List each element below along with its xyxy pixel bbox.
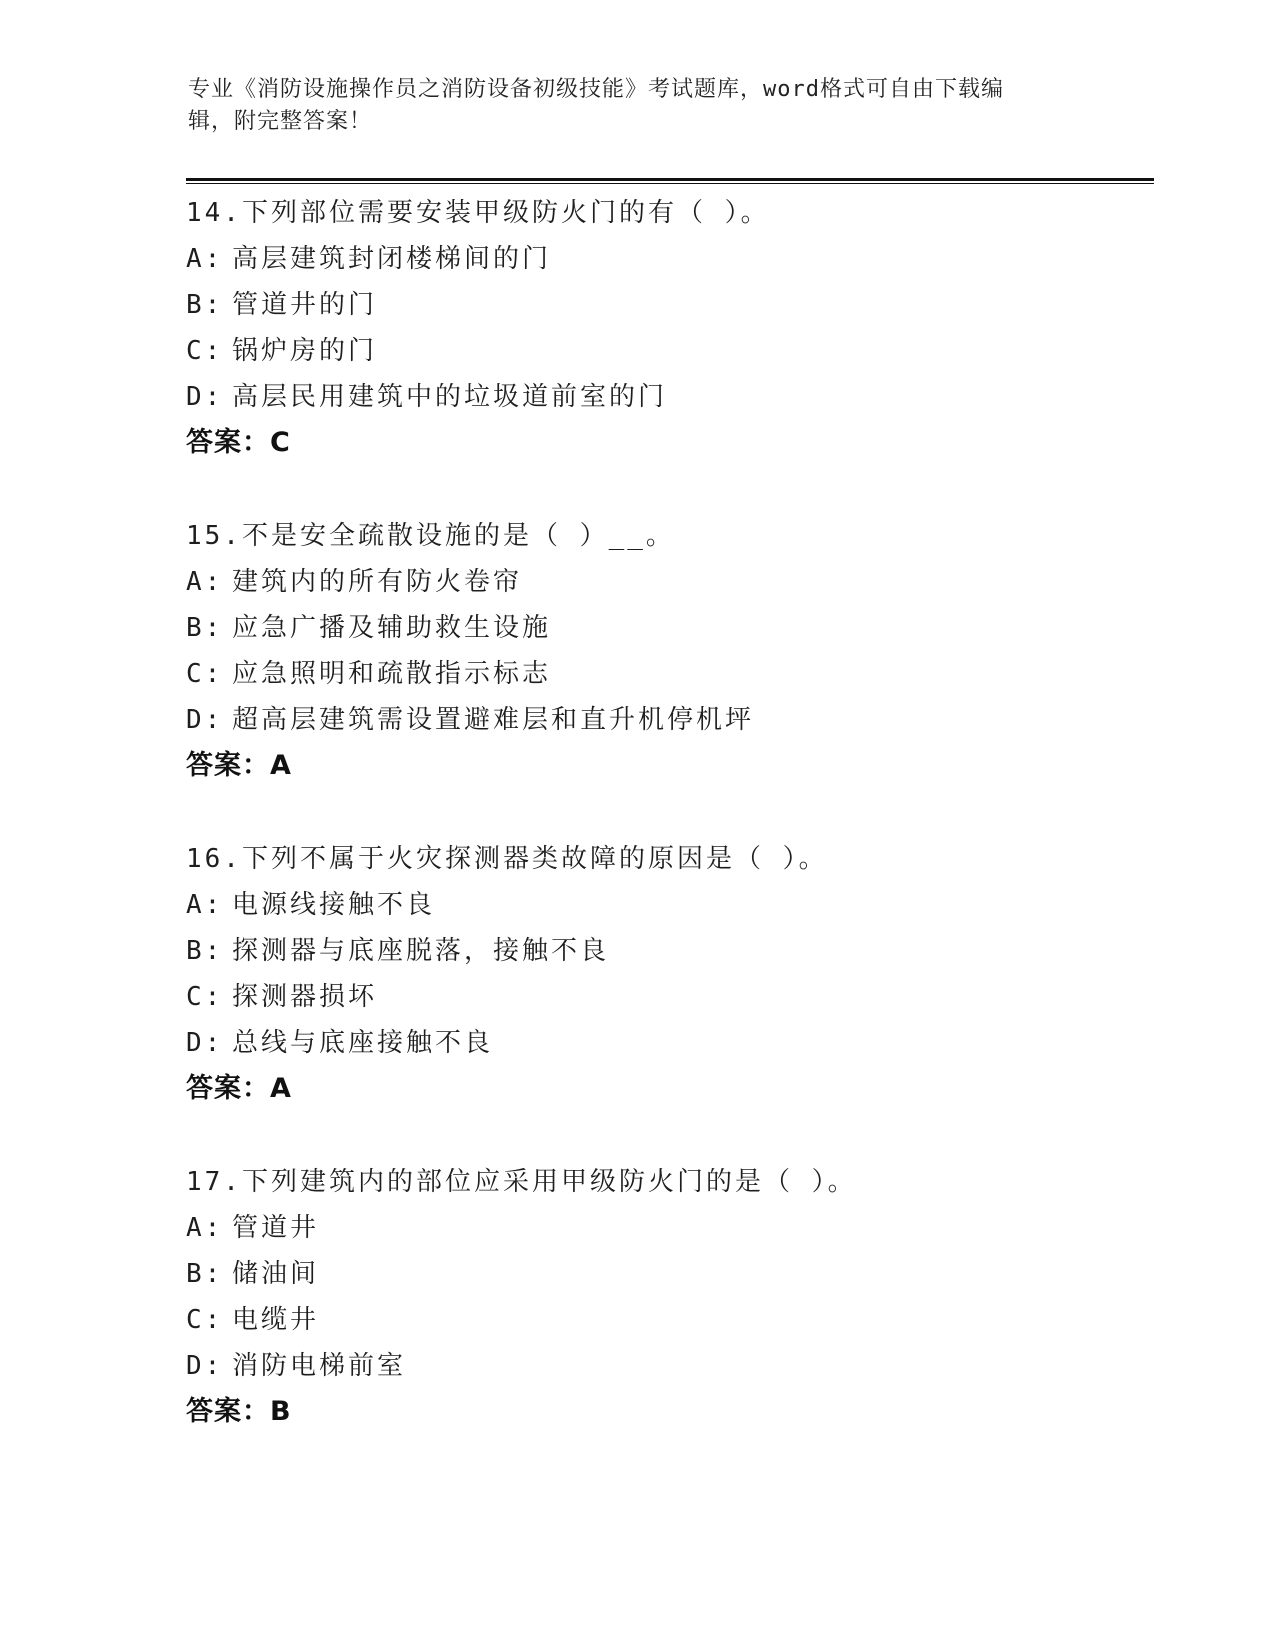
- option-prefix: C:: [186, 336, 224, 366]
- option-prefix: A:: [186, 890, 224, 920]
- option-text: 管道井: [232, 1213, 320, 1243]
- option-c: [186, 974, 1146, 1020]
- header-divider-thick: [186, 178, 1154, 181]
- question-list: [186, 190, 1146, 1482]
- option-prefix: B:: [186, 290, 224, 320]
- option-prefix: B:: [186, 1259, 224, 1289]
- option-a: [186, 559, 1146, 605]
- option-prefix: C:: [186, 659, 224, 689]
- option-prefix: D:: [186, 705, 224, 735]
- option-b: [186, 1251, 1146, 1297]
- option-c: [186, 1297, 1146, 1343]
- question-15: [186, 513, 1146, 789]
- answer-line: 答案：A: [186, 1073, 292, 1104]
- answer-line: 答案：B: [186, 1396, 292, 1427]
- option-prefix: D:: [186, 382, 224, 412]
- option-text: 总线与底座接触不良: [232, 1028, 494, 1058]
- question-17: [186, 1159, 1146, 1435]
- option-prefix: C:: [186, 982, 224, 1012]
- option-text: 储油间: [232, 1259, 320, 1289]
- option-text: 高层民用建筑中的垃圾道前室的门: [232, 382, 668, 412]
- option-text: 管道井的门: [232, 290, 378, 320]
- question-14: [186, 190, 1146, 466]
- option-b: [186, 282, 1146, 328]
- option-text: 应急照明和疏散指示标志: [232, 659, 552, 689]
- option-prefix: D:: [186, 1028, 224, 1058]
- option-c: [186, 651, 1146, 697]
- option-prefix: A:: [186, 1213, 224, 1243]
- option-text: 建筑内的所有防火卷帘: [232, 567, 523, 597]
- option-d: [186, 1020, 1146, 1066]
- option-a: [186, 1205, 1146, 1251]
- option-text: 电源线接触不良: [232, 890, 436, 920]
- answer-line: 答案：C: [186, 427, 291, 458]
- option-b: [186, 928, 1146, 974]
- option-b: [186, 605, 1146, 651]
- option-a: [186, 882, 1146, 928]
- question-stem: 16.下列不属于火灾探测器类故障的原因是（ ）。: [186, 844, 828, 874]
- option-a: [186, 236, 1146, 282]
- option-c: [186, 328, 1146, 374]
- header-line-1: 专业《消防设施操作员之消防设备初级技能》考试题库，word格式可自由下载编: [188, 77, 1004, 102]
- question-stem: 17.下列建筑内的部位应采用甲级防火门的是（ ）。: [186, 1167, 857, 1197]
- header-divider-thin: [186, 183, 1154, 184]
- answer-line: 答案：A: [186, 750, 292, 781]
- option-prefix: A:: [186, 244, 224, 274]
- option-prefix: A:: [186, 567, 224, 597]
- option-text: 应急广播及辅助救生设施: [232, 613, 552, 643]
- option-text: 探测器与底座脱落，接触不良: [232, 936, 610, 966]
- option-text: 探测器损坏: [232, 982, 378, 1012]
- option-text: 电缆井: [232, 1305, 320, 1335]
- document-header: [188, 74, 1068, 138]
- question-stem: 15.不是安全疏散设施的是（ ）__。: [186, 521, 675, 551]
- option-prefix: B:: [186, 936, 224, 966]
- question-16: [186, 836, 1146, 1112]
- option-d: [186, 374, 1146, 420]
- option-text: 高层建筑封闭楼梯间的门: [232, 244, 552, 274]
- option-d: [186, 697, 1146, 743]
- question-stem: 14.下列部位需要安装甲级防火门的有（ ）。: [186, 198, 770, 228]
- option-prefix: B:: [186, 613, 224, 643]
- option-text: 超高层建筑需设置避难层和直升机停机坪: [232, 705, 755, 735]
- option-prefix: C:: [186, 1305, 224, 1335]
- option-text: 锅炉房的门: [232, 336, 378, 366]
- option-text: 消防电梯前室: [232, 1351, 407, 1381]
- option-d: [186, 1343, 1146, 1389]
- option-prefix: D:: [186, 1351, 224, 1381]
- header-line-2: 辑，附完整答案！: [188, 109, 373, 134]
